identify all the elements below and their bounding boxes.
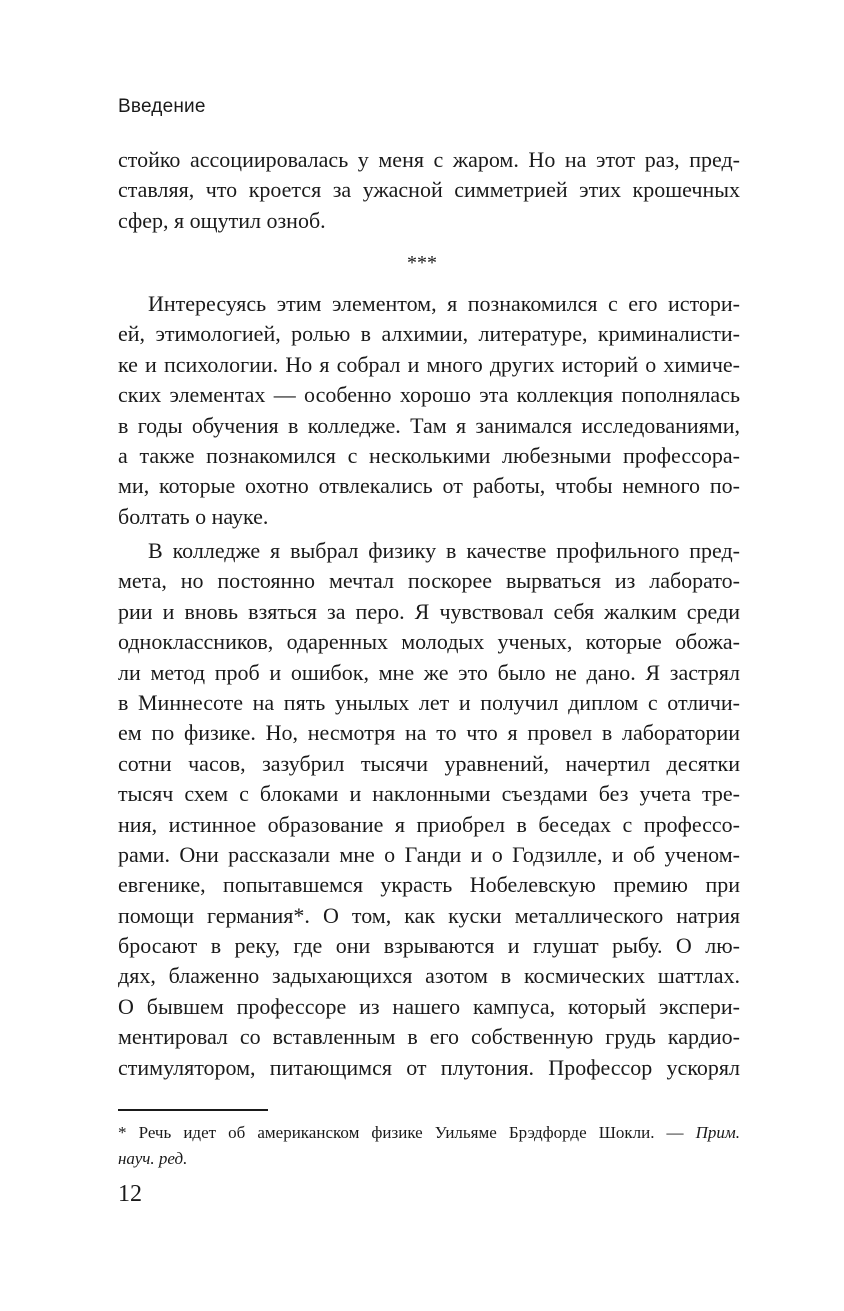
text-line: стимулятором, питающимся от плутония. Профессор ускорял: [118, 1054, 740, 1080]
text-line: сотни часов, зазубрил тысячи уравнений, начертил десятки: [118, 750, 740, 776]
text-line: а также познакомился с несколькими любезными профессора-: [118, 442, 740, 468]
text-line: ке и психологии. Но я собрал и много других историй о химиче-: [118, 351, 740, 377]
text-line: ей, этимологией, ролью в алхимии, литературе, криминалисти-: [118, 321, 740, 347]
text-line: помощи германия*. О том, как куски металлического натрия: [118, 902, 740, 928]
running-head: Введение: [118, 96, 206, 117]
text-line: в годы обучения в колледже. Там я занимался исследованиями,: [118, 412, 740, 438]
text-line: О бывшем профессоре из нашего кампуса, который экспери-: [118, 993, 740, 1019]
footnote-rule: [118, 1109, 268, 1111]
paragraph: [118, 536, 740, 1083]
text-line: В колледже я выбрал физику в качестве профильного пред-: [148, 538, 740, 563]
text-line: ли метод проб и ошибок, мне же это было не дано. Я застрял: [118, 659, 740, 685]
text-line: Интересуясь этим элементом, я познакомился с его истори-: [148, 291, 740, 316]
paragraph-continued: [118, 145, 740, 236]
text-line: ми, которые охотно отвлекались от работы, чтобы немного по-: [118, 473, 740, 499]
section-break: ***: [407, 252, 437, 274]
text-line: ментировал со вставленным в его собственную грудь кардио-: [118, 1024, 740, 1050]
text-line: стойко ассоциировалась у меня с жаром. Но на этот раз, пред-: [118, 147, 740, 172]
text-line: ставляя, что кроется за ужасной симметрией этих крошечных: [118, 177, 740, 203]
text-line: одноклассников, одаренных молодых ученых, которые обожа-: [118, 629, 740, 655]
text-line: ем по физике. Но, несмотря на то что я провел в лаборатории: [118, 720, 740, 746]
footnote-italic: Прим.: [695, 1123, 741, 1142]
text-line: в Миннесоте на пять унылых лет и получил диплом с отличи-: [118, 689, 740, 715]
footnote-text: * Речь идет об американском физике Уильяме Брэдфорде Шокли. —: [118, 1123, 684, 1142]
text-line: мета, но постоянно мечтал поскорее вырваться из лаборато-: [118, 568, 740, 594]
footnote-italic: науч. ред.: [118, 1149, 188, 1168]
footnote-line: [118, 1146, 740, 1172]
footnote: [118, 1120, 740, 1172]
text-line: сфер, я ощутил озноб.: [118, 207, 326, 233]
text-line: евгенике, попытавшемся украсть Нобелевскую премию при: [118, 872, 740, 898]
text-line: бросают в реку, где они взрываются и глушат рыбу. О лю-: [118, 933, 740, 959]
text-line: рами. Они рассказали мне о Ганди и о Годзилле, и об ученом-: [118, 841, 740, 867]
footnote-line: [118, 1120, 740, 1146]
paragraph: [118, 289, 740, 532]
text-line: болтать о науке.: [118, 503, 269, 529]
text-line: ния, истинное образование я приобрел в беседах с профессо-: [118, 811, 740, 837]
page-number: 12: [118, 1181, 142, 1207]
text-line: ских элементах — особенно хорошо эта коллекция пополнялась: [118, 382, 740, 408]
text-line: дях, блаженно задыхающихся азотом в космических шаттлах.: [118, 963, 740, 989]
text-line: рии и вновь взяться за перо. Я чувствовал себя жалким среди: [118, 598, 740, 624]
text-line: тысяч схем с блоками и наклонными съездами без учета тре-: [118, 781, 740, 807]
